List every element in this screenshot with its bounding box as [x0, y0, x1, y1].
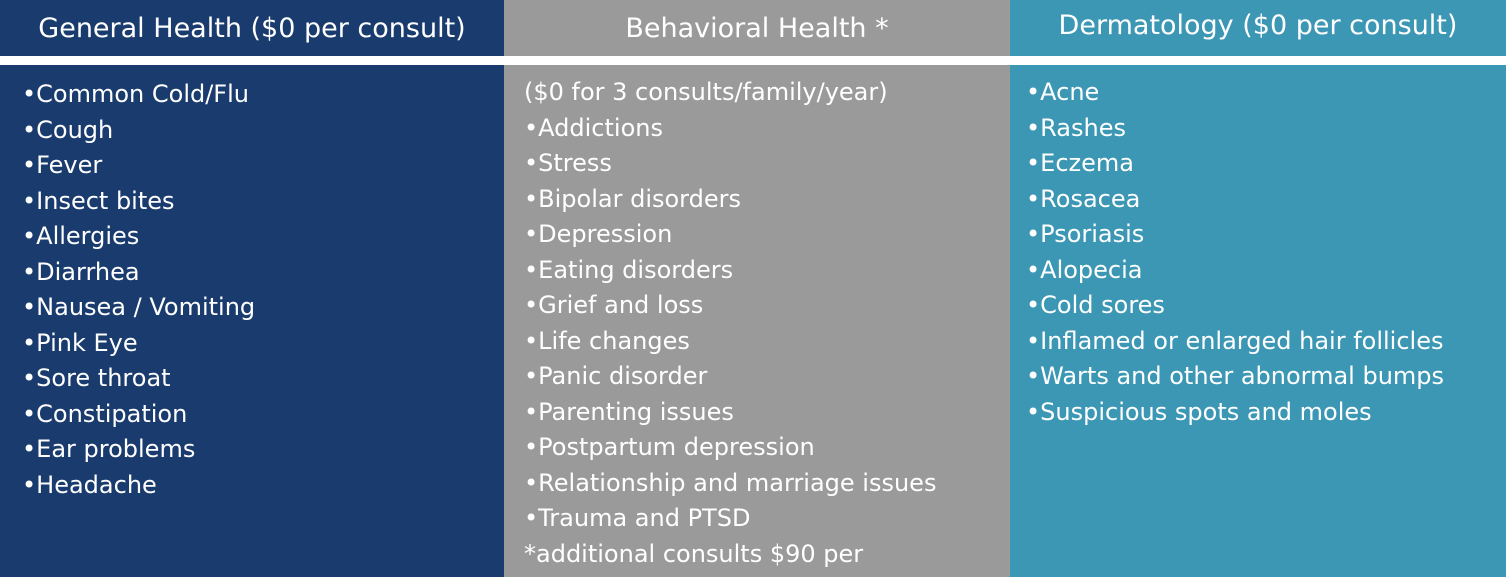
dermatology-header: Dermatology ($0 per consult) [1010, 0, 1506, 56]
list-item: •Depression [524, 220, 673, 248]
list-item: •Grief and loss [524, 291, 704, 319]
list-item: •Eczema [1026, 149, 1134, 177]
header-divider [1010, 56, 1506, 65]
behavioral-health-list [524, 75, 1000, 572]
list-item: •Bipolar disorders [524, 184, 741, 213]
list-item: •Inflamed or enlarged hair follicles [1026, 326, 1444, 355]
dermatology-column [1010, 0, 1506, 577]
list-item: •Pink Eye [22, 328, 138, 357]
list-item: •Allergies [22, 222, 140, 250]
header-divider [0, 56, 504, 65]
general-health-header: General Health ($0 per consult) [0, 0, 504, 56]
list-item: •Addictions [524, 113, 663, 142]
list-item: •Constipation [22, 399, 188, 428]
general-health-list [22, 77, 494, 503]
list-item: •Headache [22, 470, 157, 499]
header-divider [504, 56, 1010, 65]
list-item: •Suspicious spots and moles [1026, 397, 1372, 426]
list-item: •Cough [22, 115, 114, 144]
list-item: •Nausea / Vomiting [22, 293, 256, 321]
list-item: •Diarrhea [22, 257, 140, 286]
list-item: •Relationship and marriage issues [524, 468, 937, 497]
list-item: •Postpartum depression [524, 433, 815, 461]
general-health-column [0, 0, 504, 577]
list-item: •Eating disorders [524, 255, 734, 284]
behavioral-health-body [504, 65, 1010, 577]
list-item: •Cold sores [1026, 291, 1165, 319]
list-item: •Common Cold/Flu [22, 80, 249, 108]
dermatology-list [1026, 75, 1496, 430]
list-item: •Panic disorder [524, 362, 708, 390]
list-item: •Parenting issues [524, 397, 734, 426]
footnote: *additional consults $90 per [524, 539, 864, 568]
general-health-body [0, 65, 504, 577]
list-item: •Warts and other abnormal bumps [1026, 362, 1445, 390]
pricing-note: ($0 for 3 consults/family/year) [524, 78, 888, 106]
list-item: •Stress [524, 149, 612, 177]
list-item: •Life changes [524, 326, 690, 355]
list-item: •Trauma and PTSD [524, 504, 751, 532]
list-item: •Fever [22, 151, 103, 179]
list-item: •Acne [1026, 78, 1100, 106]
list-item: •Insect bites [22, 186, 175, 215]
list-item: •Psoriasis [1026, 220, 1145, 248]
behavioral-health-column [504, 0, 1010, 577]
list-item: •Ear problems [22, 435, 196, 463]
dermatology-body [1010, 65, 1506, 577]
list-item: •Rashes [1026, 113, 1126, 142]
list-item: •Sore throat [22, 364, 171, 392]
list-item: •Rosacea [1026, 184, 1141, 213]
list-item: •Alopecia [1026, 255, 1143, 284]
behavioral-health-header: Behavioral Health * [504, 0, 1010, 56]
